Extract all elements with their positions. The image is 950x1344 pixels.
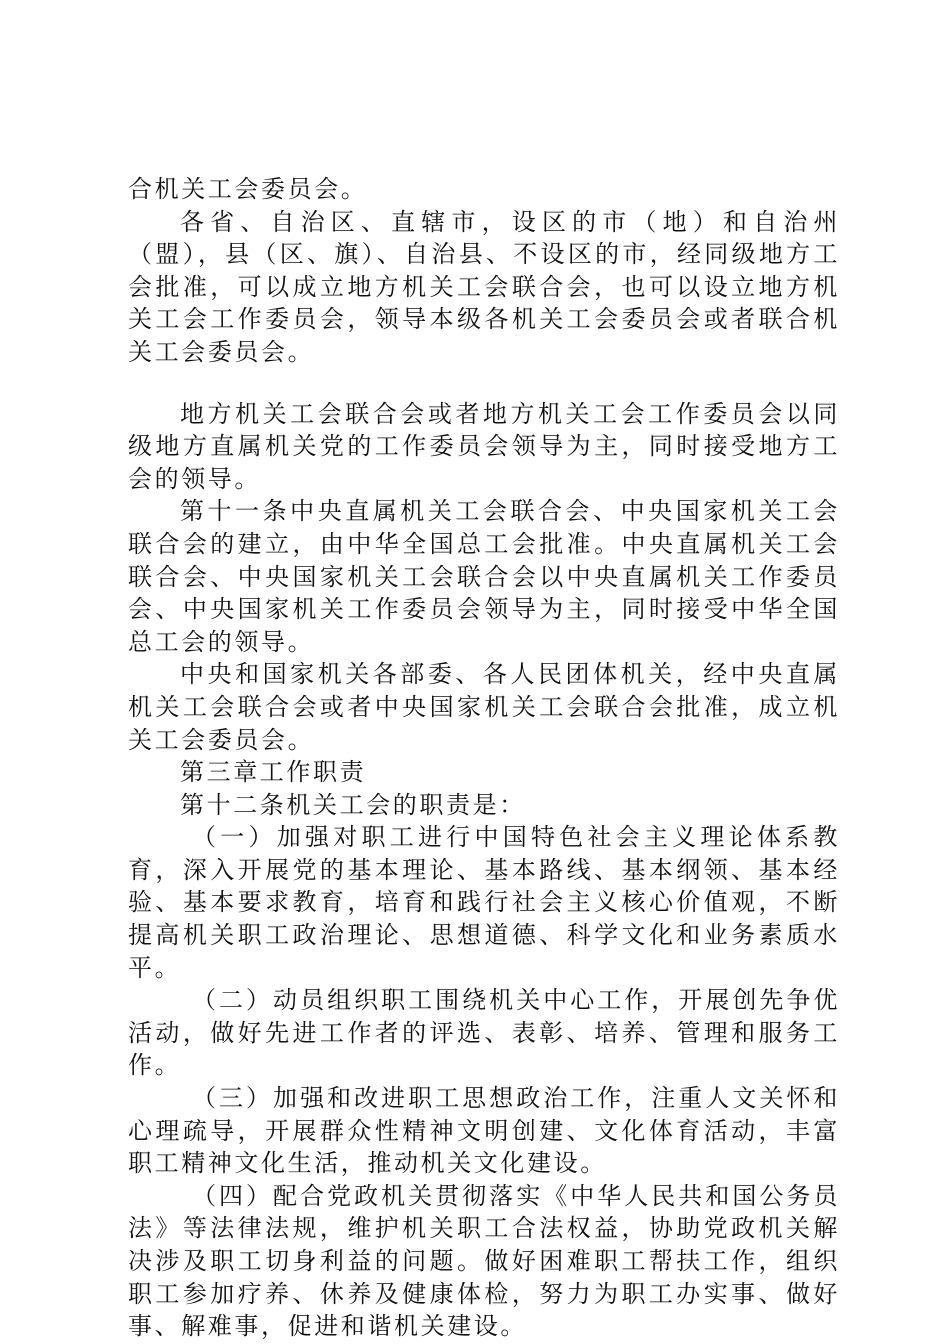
paragraph-central-ministries: 中央和国家机关各部委、各人民团体机关，经中央直属机关工会联合会或者中央国家机关工会联合会批准，成立机关工会委员会。 <box>128 660 840 754</box>
paragraph-article-11: 第十一条中央直属机关工会联合会、中央国家机关工会联合会的建立，由中华全国总工会批准。中央直属机关工会联合会、中央国家机关工会联合会以中央直属机关工作委员会、中央国家机关工作委员会领导为主，同时接受中华全国总工会的领导。 <box>128 497 840 656</box>
paragraph-continuation: 合机关工会委员会。 <box>128 175 368 203</box>
article-12-heading: 第十二条机关工会的职责是： <box>180 790 526 819</box>
duty-item-4: （四）配合党政机关贯彻落实《中华人民共和国公务员法》等法律法规，维护机关职工合法权益，协助党政机关解决涉及职工切身利益的问题。做好困难职工帮扶工作，组织职工参加疗养、休养及健康体检，努力为职工办实事、做好事、解难事，促进和谐机关建设。 <box>128 1181 840 1341</box>
duty-item-3: （三）加强和改进职工思想政治工作，注重人文关怀和心理疏导，开展群众性精神文明创建、文化体育活动，丰富职工精神文化生活，推动机关文化建设。 <box>128 1084 840 1178</box>
paragraph-local-union-leadership: 地方机关工会联合会或者地方机关工会工作委员会以同级地方直属机关党的工作委员会领导为主，同时接受地方工会的领导。 <box>128 399 840 493</box>
duty-item-2: （二）动员组织职工围绕机关中心工作，开展创先争优活动，做好先进工作者的评选、表彰、培养、管理和服务工作。 <box>128 986 840 1080</box>
chapter-heading: 第三章工作职责 <box>180 758 367 787</box>
document-body <box>128 173 840 1343</box>
paragraph-local-union-establishment: 各省、自治区、直辖市，设区的市（地）和自治州（盟），县（区、旗）、自治县、不设区的市，经同级地方工会批准，可以成立地方机关工会联合会，也可以设立地方机关工会工作委员会，领导本级各机关工会委员会或者联合机关工会委员会。 <box>128 207 840 366</box>
duty-item-1: （一）加强对职工进行中国特色社会主义理论体系教育，深入开展党的基本理论、基本路线、基本纲领、基本经验、基本要求教育，培育和践行社会主义核心价值观，不断提高机关职工政治理论、思想道德、科学文化和业务素质水平。 <box>128 823 840 982</box>
